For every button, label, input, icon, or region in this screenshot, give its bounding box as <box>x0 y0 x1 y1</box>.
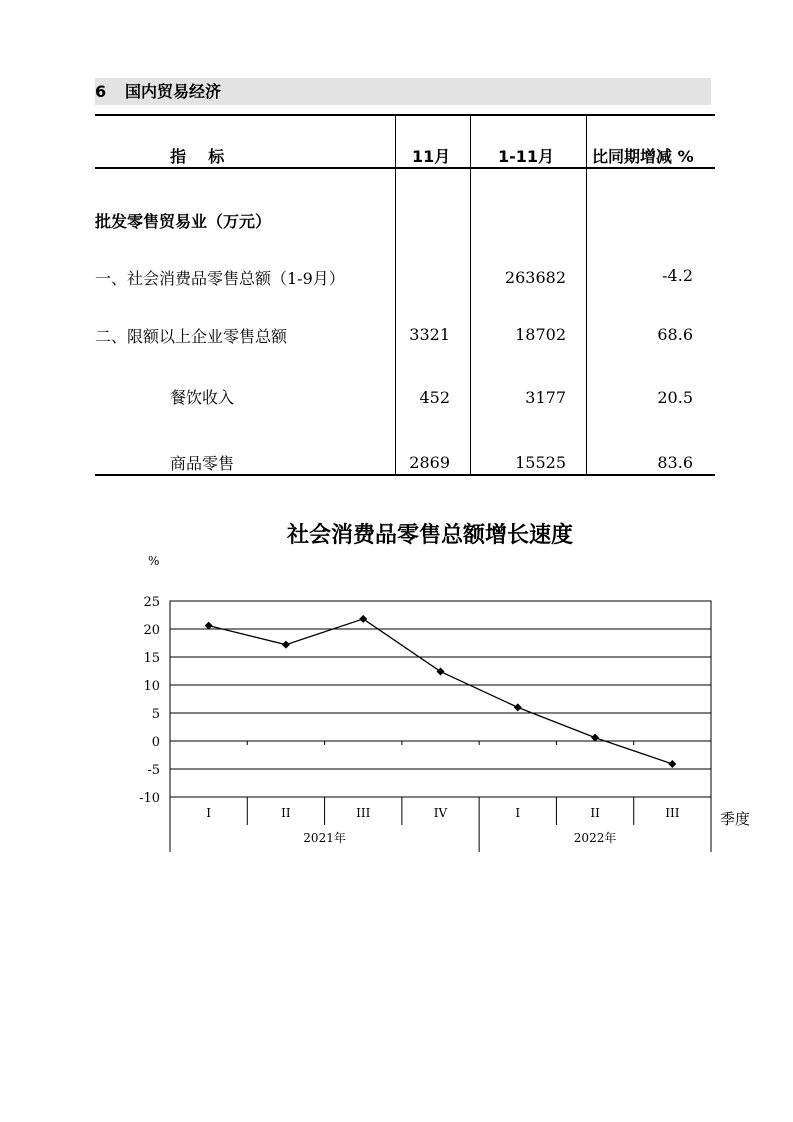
cell-ytd: 263682 <box>504 268 566 287</box>
y-tick-label: 10 <box>143 679 160 694</box>
data-point <box>205 622 213 630</box>
group-label: 2022年 <box>573 831 617 845</box>
y-tick-label: 25 <box>143 595 160 610</box>
data-point <box>668 760 676 768</box>
data-point <box>514 703 522 711</box>
data-point <box>359 615 367 623</box>
data-point <box>282 641 290 649</box>
cell-ytd: 15525 <box>515 453 566 472</box>
header-change: 比同期增减 % <box>592 147 694 166</box>
cell-ytd: 3177 <box>525 388 566 407</box>
category-label: III <box>665 806 680 820</box>
group-title: 批发零售贸易业（万元） <box>95 212 272 231</box>
row-label: 一、社会消费品零售总额（1-9月） <box>95 269 345 288</box>
cell-month: 2869 <box>409 453 450 472</box>
section-title: 国内贸易经济 <box>125 82 222 101</box>
row-label: 二、限额以上企业零售总额 <box>95 327 288 346</box>
header-ytd: 1-11月 <box>498 147 555 166</box>
y-tick-label: -10 <box>139 791 160 806</box>
y-tick-label: 5 <box>151 707 160 722</box>
category-label: II <box>281 806 291 820</box>
y-axis-label: % <box>148 554 160 568</box>
category-label: I <box>515 806 521 820</box>
y-tick-label: 15 <box>143 651 160 666</box>
category-label: III <box>356 806 371 820</box>
cell-month: 3321 <box>409 325 450 344</box>
row-label: 餐饮收入 <box>170 388 235 407</box>
category-label: I <box>206 806 212 820</box>
y-tick-label: 20 <box>143 623 160 638</box>
x-axis-label: 季度 <box>720 810 751 828</box>
data-point <box>591 734 599 742</box>
row-label: 商品零售 <box>170 454 235 473</box>
category-label: II <box>590 806 600 820</box>
header-indicator: 指 标 <box>170 147 225 166</box>
cell-month: 452 <box>419 388 450 407</box>
data-point <box>437 668 445 676</box>
chart-title: 社会消费品零售总额增长速度 <box>286 523 573 548</box>
y-tick-label: 0 <box>151 735 160 750</box>
cell-change: -4.2 <box>662 266 693 285</box>
category-label: IV <box>433 806 448 820</box>
plot-frame <box>170 601 711 797</box>
series-line <box>209 619 673 764</box>
y-tick-label: -5 <box>147 763 160 778</box>
cell-change: 83.6 <box>657 453 693 472</box>
header-month: 11月 <box>412 147 451 166</box>
section-number: 6 <box>95 82 107 101</box>
cell-change: 68.6 <box>657 325 693 344</box>
cell-change: 20.5 <box>657 388 693 407</box>
group-label: 2021年 <box>303 831 346 845</box>
cell-ytd: 18702 <box>515 325 566 344</box>
